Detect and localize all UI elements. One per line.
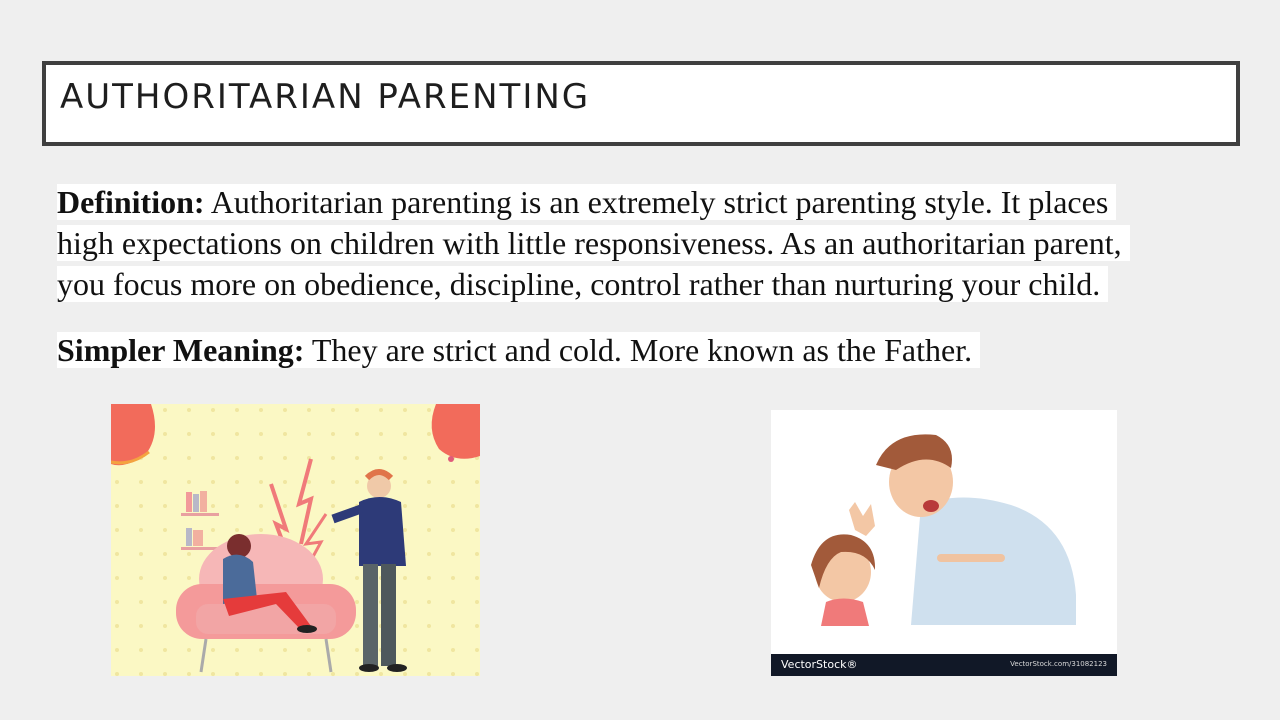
simpler-line <box>57 332 980 368</box>
illustration-right <box>771 410 1117 676</box>
vectorstock-logo: VectorStock® <box>781 658 858 671</box>
definition-paragraph <box>57 182 1227 305</box>
definition-text-1: Authoritarian parenting is an extremely strict parenting style. It places <box>204 184 1109 220</box>
simpler-meaning-paragraph <box>57 330 980 371</box>
vectorstock-url: VectorStock.com/31082123 <box>1010 660 1107 668</box>
watermark-bar <box>771 654 1117 676</box>
definition-line-1 <box>57 184 1116 220</box>
simpler-text: They are strict and cold. More known as the Father. <box>304 332 973 368</box>
definition-label: Definition: <box>57 184 205 220</box>
illustration-left <box>111 404 480 676</box>
definition-line-2: high expectations on children with little responsiveness. As an authoritarian parent, <box>57 225 1130 261</box>
illustration-left-art <box>111 404 480 676</box>
title-box <box>42 61 1240 146</box>
illustration-right-art <box>771 410 1117 654</box>
definition-line-3: you focus more on obedience, discipline, control rather than nurturing your child. <box>57 266 1108 302</box>
slide-title: AUTHORITARIAN PARENTING <box>60 77 591 117</box>
simpler-label: Simpler Meaning: <box>57 332 305 368</box>
